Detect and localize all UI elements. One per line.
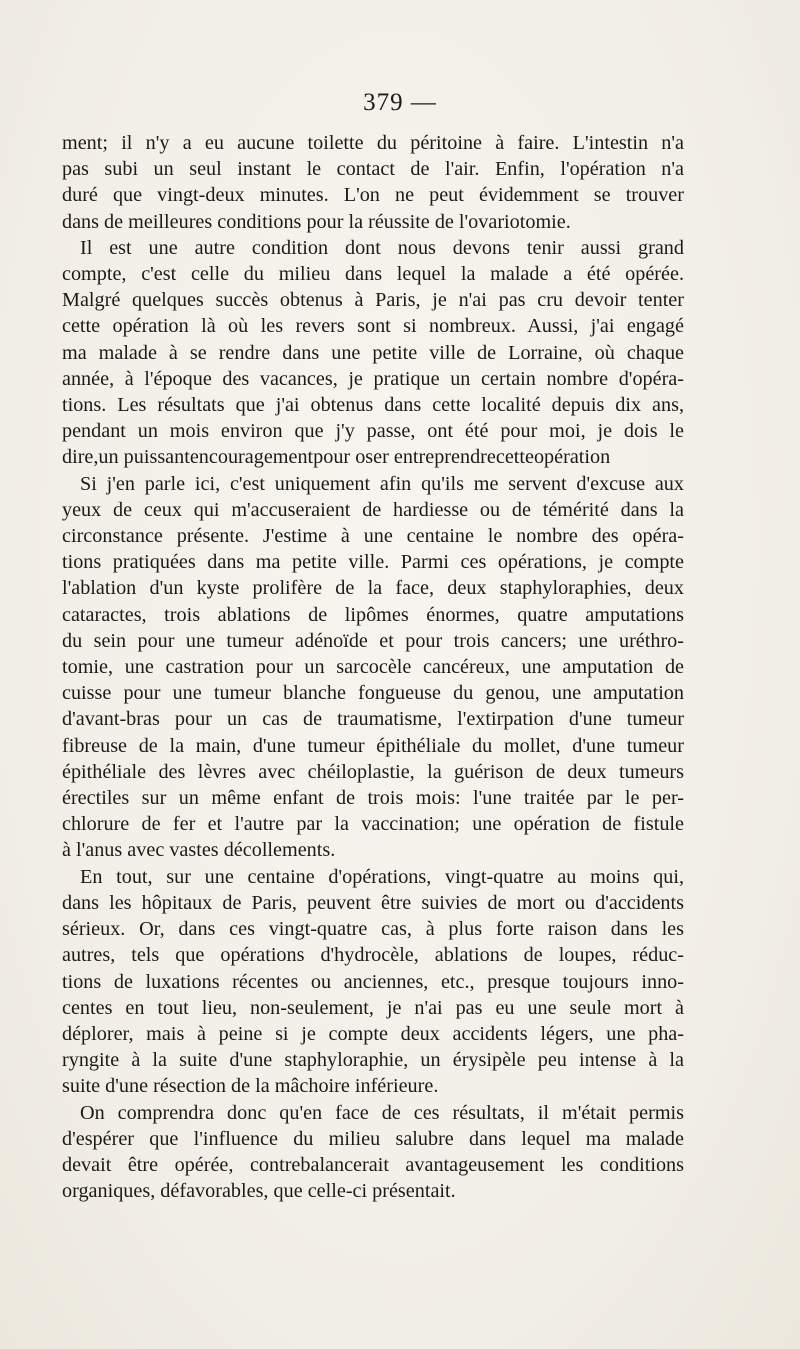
text-line: pendant un mois environ que j'y passe, ont été pour moi, je dois le [62, 420, 684, 443]
text-line: tions. Les résultats que j'ai obtenus dans cette localité depuis dix ans, [62, 394, 684, 417]
text-line: épithéliale des lèvres avec chéiloplastie, la guérison de deux tumeurs [62, 760, 684, 783]
text-line: cataractes, trois ablations de lipômes énormes, quatre amputations [62, 603, 684, 626]
text-line: du sein pour une tumeur adénoïde et pour trois cancers; une uréthro- [62, 629, 684, 652]
body-text [62, 130, 684, 1204]
text-line: yeux de ceux qui m'accuseraient de hardiesse ou de témérité dans la [62, 498, 684, 521]
page-number: 379 — [363, 89, 437, 116]
text-line: Si j'en parle ici, c'est uniquement afin qu'ils me servent d'excuse aux [80, 472, 684, 495]
text-line: dans de meilleures conditions pour la réussite de l'ovariotomie. [62, 210, 571, 233]
text-line: ma malade à se rendre dans une petite ville de Lorraine, où chaque [62, 341, 684, 364]
text-line: fibreuse de la main, d'une tumeur épithéliale du mollet, d'une tumeur [62, 734, 684, 757]
text-line: érectiles sur un même enfant de trois mois: l'une traitée par le per- [62, 787, 684, 810]
text-line: compte, c'est celle du milieu dans lequel la malade a été opérée. [62, 263, 684, 286]
text-line: cette opération là où les revers sont si nombreux. Aussi, j'ai engagé [62, 315, 684, 338]
text-line: Il est une autre condition dont nous devons tenir aussi grand [80, 236, 684, 259]
text-line: ment; il n'y a eu aucune toilette du péritoine à faire. L'intestin n'a [62, 132, 684, 154]
text-line: dire,un puissantencouragementpour oser entreprendrecetteopération [62, 446, 611, 469]
text-line: déplorer, mais à peine si je compte deux accidents légers, une pha- [62, 1022, 684, 1045]
paragraph-4 [62, 864, 684, 1100]
paragraph-5 [62, 1100, 684, 1205]
text-line: d'espérer que l'influence du milieu salubre dans lequel ma malade [62, 1127, 684, 1150]
text-line: dans les hôpitaux de Paris, peuvent être suivies de mort ou d'accidents [62, 891, 684, 914]
text-line: organiques, défavorables, que celle-ci présentait. [62, 1180, 456, 1203]
text-line: circonstance présente. J'estime à une centaine le nombre des opéra- [62, 525, 684, 548]
paragraph-1 [62, 130, 684, 235]
text-line: année, à l'époque des vacances, je pratique un certain nombre d'opéra- [62, 367, 684, 390]
text-line: sérieux. Or, dans ces vingt-quatre cas, à plus forte raison dans les [62, 918, 684, 941]
text-line: centes en tout lieu, non-seulement, je n'ai pas eu une seule mort à [62, 996, 684, 1019]
text-line: devait être opérée, contrebalancerait avantageusement les conditions [62, 1153, 684, 1176]
text-line: ryngite à la suite d'une staphyloraphie, un érysipèle peu intense à la [62, 1049, 684, 1072]
text-line: pas subi un seul instant le contact de l'air. Enfin, l'opération n'a [62, 158, 684, 181]
text-line: autres, tels que opérations d'hydrocèle, ablations de loupes, réduc- [62, 944, 684, 967]
text-line: cuisse pour une tumeur blanche fongueuse du genou, une amputation [62, 682, 684, 705]
text-line: En tout, sur une centaine d'opérations, vingt-quatre au moins qui, [80, 865, 684, 888]
text-line: chlorure de fer et l'autre par la vaccination; une opération de fistule [62, 813, 684, 836]
text-line: tomie, une castration pour un sarcocèle cancéreux, une amputation de [62, 656, 684, 679]
text-line: tions de luxations récentes ou anciennes, etc., presque toujours inno- [62, 970, 684, 993]
text-line: l'ablation d'un kyste prolifère de la face, deux staphyloraphies, deux [62, 577, 684, 600]
text-line: duré que vingt-deux minutes. L'on ne peut évidemment se trouver [62, 184, 684, 207]
text-line: On comprendra donc qu'en face de ces résultats, il m'était permis [80, 1101, 684, 1124]
paragraph-3 [62, 471, 684, 864]
text-line: à l'anus avec vastes décollements. [62, 839, 336, 862]
paragraph-2 [62, 235, 684, 471]
text-line: tions pratiquées dans ma petite ville. Parmi ces opérations, je compte [62, 551, 684, 574]
text-line: Malgré quelques succès obtenus à Paris, je n'ai pas cru devoir tenter [62, 289, 684, 312]
text-line: d'avant-bras pour un cas de traumatisme, l'extirpation d'une tumeur [62, 708, 684, 731]
text-line: suite d'une résection de la mâchoire inférieure. [62, 1075, 439, 1098]
